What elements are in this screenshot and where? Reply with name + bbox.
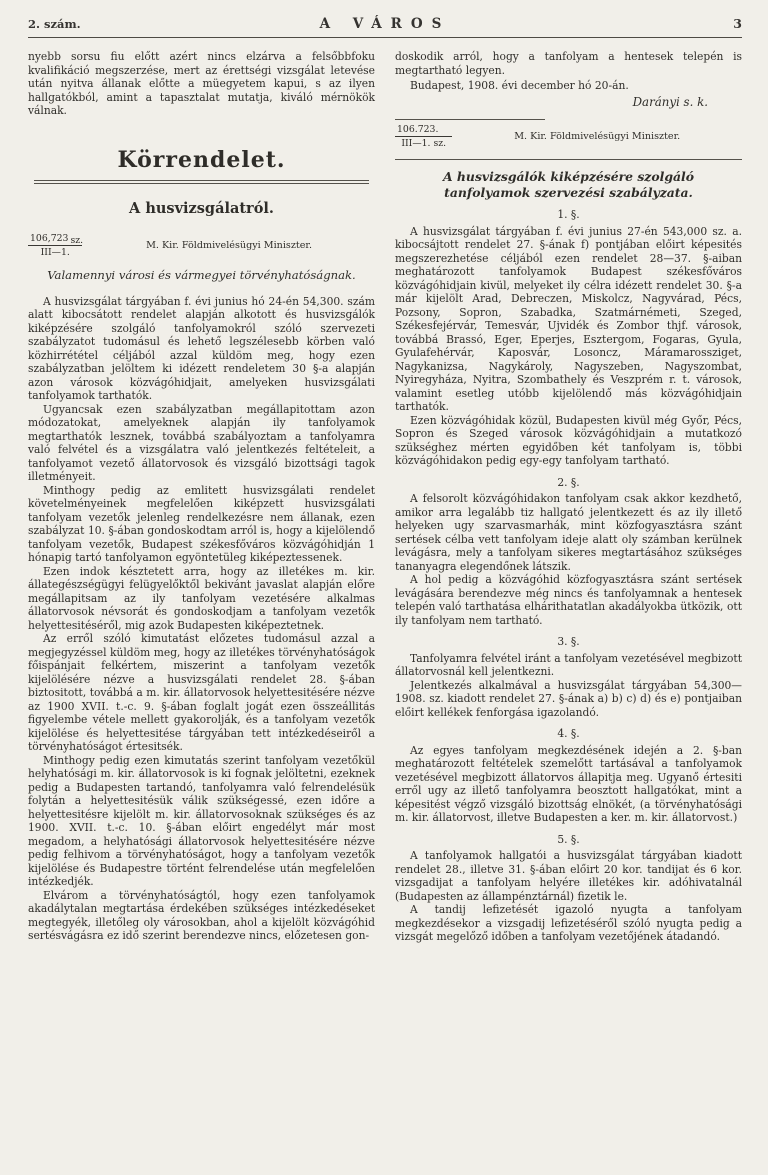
regulation-title: A husvizsgálók kiképzésére szolgáló tanfolyamok szervezési szabályzata. [443,169,694,200]
heading-double-rule [34,180,369,185]
separator-full-rule [395,159,742,160]
issue-number: 2. szám. [28,17,81,31]
signature: Darányi s. k. [632,94,708,109]
minister-label: M. Kir. Földmivelésügyi Miniszter. [146,239,312,251]
reference-number-top: 106,723 [28,233,82,246]
body-paragraph: A tanfolyamok hallgatói a husvizsgálat tárgyában kiadott rendelet 28., illetve 31. §-ában előirt 20 kor. tandijat és 6 kor. vizsgadijat a tanfolyam helyére illetékes kir. adóhivatalnál (Budapesten az állampénztárnál) fizetik le. [395,849,742,903]
right-column [395,50,742,944]
header-rule [28,37,742,38]
reference-number [395,124,452,149]
masthead-title: A VÁROS [319,16,451,32]
body-paragraph: A hol pedig a közvágóhid közfogyasztásra szánt sertések levágására berendezve még nincs és tanfolyamnak a hentesek telepén való tarthatása elhárithatatlan akadályokba ütközik, ott ily tanfolyam nem tartható. [395,573,742,627]
body-paragraph: Az egyes tanfolyam megkezdésének idején a 2. §-ban meghatározott feltételek szemelőtt tartásával a tanfolyamok vezetésével megbizott állatorvos állapitja meg. Ugyanő értesiti erről ugy az illető tanfolyamra beosztott hallgatókat, mint a képesitést végző vizsgáló bizottság elnökét, (a törvényhatósági m. kir. állatorvost, illetve Budapesten a ker. m. kir. állatorvost.) [395,743,742,824]
reference-suffix: sz. [70,235,84,246]
body-paragraph: Elvárom a törvényhatóságtól, hogy ezen tanfolyamok akadálytalan megtartása érdekében szükséges intézkedéseket megtegyék, illetőleg oly városokban, ahol a kijelölt közvágóhid sertésvágásra ez idő szerint berendezve nincs, előzetesen gon- [28,888,375,942]
left-column [28,50,375,944]
section-label: 3. §. [557,635,580,648]
section-label: 4. §. [557,727,580,740]
body-paragraph: Az erről szóló kimutatást előzetes tudomásul azzal a megjegyzéssel küldöm meg, hogy az illetékes törvényhatóságok főispánjait felkértem, miszerint a tanfolyam vezetők kijelölésére nézve a husvizsgálati rendelet 28. §-ában biztositott, továbbá a m. kir. állatorvosok helyettesitésére nézve az 1900 XVII. t.-c. 9. §-ában foglalt jogát ezen összeállitás figyelembe vétele mellett gyakorolják, és a tanfolyam vezetők kijelölése és helyettesitése tárgyában tett intézkedéseiről a törvényhatóságot értesitsék. [28,632,375,753]
body-paragraph: Ugyancsak ezen szabályzatban megállapitottam azon módozatokat, amelyeknek alapján ily tanfolyamok megtarthatók lesznek, továbbá szabályoztam a tanfolyamra való felvétel és a vizsgálatra való jelentkezés feltételeit, a tanfolyamot vezető állatorvosok és vizsgáló bizottsági tagok illetményeit. [28,402,375,483]
body-paragraph: A husvizsgálat tárgyában f. évi junius hó 24-én 54,300. szám alatt kibocsátott rendelet alapján alkotott és husvizsgálók kiképzésére szolgáló tanfolyamokról szóló szervezeti szabályzatot tudomásul és lehető legszélesebb körben való közhirrététel céljából azzal küldöm meg, hogy ezen szabályzatban jelöltem ki idézett rendeletem 30 §-a alapján azon városok közvágóhidjait, amelyeken husvizsgálati tanfolyamok tarthatók. [28,294,375,402]
body-paragraph: Minthogy pedig ezen kimutatás szerint tanfolyam vezetőkül helyhatósági m. kir. állatorvosok is ki fognak jelöltetni, ezeknek pedig a Budapesten tartandó, tanfolyamra való felrendelésük folytán a helyettesitésük válik szükségessé, ezen időre a helyettesitésre kijelölt m. kir. állatorvosoknak szükséges és az 1900. XVII. t.-c. 10. §-ában előirt engedélyt már most megadom, a helyhatósági állatorvosok helyettesitésére nézve pedig felhivom a törvényhatóságot, hogy a tanfolyam vezetők kijelölése és Budapestre történt felrendelése után megfelelően intézkedjék. [28,753,375,888]
reference-line [28,233,375,258]
article-subheading: A husvizsgálatról. [129,200,274,217]
date-line: Budapest, 1908. évi december hó 20-án. [410,79,629,92]
minister-label: M. Kir. Földmivelésügyi Miniszter. [514,130,681,142]
address-line: Valamennyi városi és vármegyei törvényhatóságnak. [47,268,356,282]
reference-number-bottom: III—1. [40,247,70,258]
body-paragraph: A husvizsgálat tárgyában f. évi junius 27-én 543,000 sz. a. kibocsájtott rendelet 27. §-ának f) pontjában előirt képesités megszerezhetése céljából ezen rendelet 28—37. §-aiban meghatározott tanfolyamok Budapest székesfőváros közvágóhidjain kivül, melyeket ily célra idézett rendelet 30. §-a már kijelölt Arad, Debreczen, Miskolcz, Nagyvárad, Pécs, Pozsony, Sopron, Szabadka, Szatmárnémeti, Szeged, Székesfejérvár, Temesvár, Ujvidék és Zombor thjf. városok, továbbá Brassó, Eger, Eperjes, Esztergom, Fogaras, Gyula, Gyulafehérvár, Kaposvár, Losoncz, Máramarossziget, Nagykanizsa, Nagykároly, Nagyszeben, Nagyszombat, Nyiregyháza, Nyitra, Szombathely és Veszprém r. t. városok, valamint esetleg utóbb kijelölendő más közvágóhidjain tarthatók. [395,224,742,413]
body-paragraph: Ezen közvágóhidak közül, Budapesten kivül még Győr, Pécs, Sopron és Szeged városok közvágóhidjain a mutatkozó szükséghez mérten egyidőben két tanfolyam is, többi közvágóhidakon pedig egy-egy tanfolyam tartható. [395,413,742,467]
body-paragraph: A tandij lefizetését igazoló nyugta a tanfolyam megkezdésekor a vizsgadij lefizetéséről szóló nyugta pedig a vizsgát megelőző időben a tanfolyam vezetőjének átadandó. [395,903,742,943]
reference-number-bottom: III—1. sz. [401,138,447,149]
section-label: 1. §. [557,208,580,221]
body-paragraph: Tanfolyamra felvétel iránt a tanfolyam vezetésével megbizott állatorvosnál kell jelentkezni. [395,651,742,678]
reference-line [395,124,742,149]
continued-paragraph: nyebb sorsu fiu előtt azért nincs elzárva a felsőbbfoku kvalifikáció megszerzése, mert az érettségi vizsgálat letevése után nyitva állanak előtte a müegyetem kapui, s az ilyen hallgatókból, amint a tapasztalat mutatja, kiváló mérnökök válnak. [28,50,375,117]
page-number: 3 [733,16,742,31]
page-header [28,16,742,32]
reference-number-top: 106.723. [395,124,452,137]
section-label: 5. §. [557,832,580,846]
text-columns [28,50,742,944]
body-paragraph: A felsorolt közvágóhidakon tanfolyam csak akkor kezdhető, amikor arra legalább tiz hallgató jelentkezett és az ily illető helyeken ugy szarvasmarhák, mint közfogyasztásra szánt sertések célba vett tanfolyam ideje alatt oly számban kerülnek levágásra, mely a tanfolyam sikeres megtartásához szükséges tananyagra elegendőnek látszik. [395,492,742,573]
article-heading: Körrendelet. [117,146,286,173]
section-label: 2. §. [557,475,580,489]
separator-short-rule [395,119,545,120]
body-paragraph: Minthogy pedig az emlitett husvizsgálati rendelet követelményeinek megfelelően kiképzett husvizsgálati tanfolyam vezetők jelenleg rendelkezésre nem állanak, ezen szabályzat 10. §-ában gondoskodtam arról is, hogy a kijelölendő tanfolyam vezetők, Budapest székesfőváros közvágóhidján 1 hónapig tartó tanfolyamon egyöntetüleg kiképeztessenek. [28,483,375,564]
body-paragraph: Ezen indok késztetett arra, hogy az illetékes m. kir. állategészségügyi felügyelőktől bekivánt javaslat alapján előre megállapitsam az ily tanfolyam vezetésére alkalmas állatorvosok névsorát és gondoskodjam a tanfolyam vezetők helyettesitéséről, mig azok Budapesten kiképeztetnek. [28,564,375,632]
continued-paragraph: doskodik arról, hogy a tanfolyam a hentesek telepén is megtartható legyen. [395,50,742,77]
body-paragraph: Jelentkezés alkalmával a husvizsgálat tárgyában 54,300—1908. sz. kiadott rendelet 27. §-ának a) b) c) d) és e) pontjaiban előirt kellékek fenforgása igazolandó. [395,678,742,719]
